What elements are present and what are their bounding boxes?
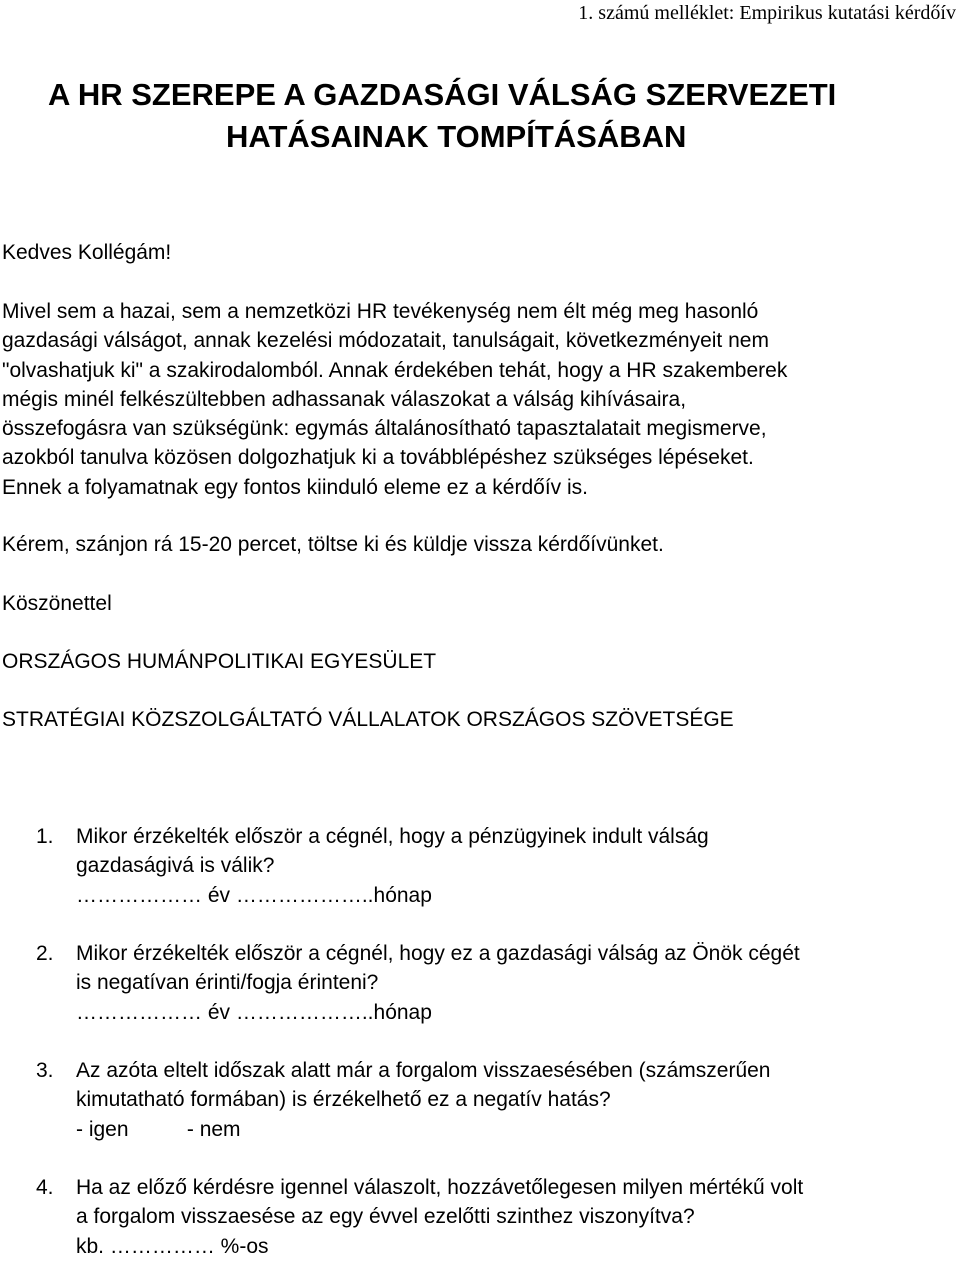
question-text: Mikor érzékelték először a cégnél, hogy a pénzügyinek indult válság (76, 825, 709, 848)
question-number: 4. (36, 1176, 54, 1199)
question-text: Mikor érzékelték először a cégnél, hogy ez a gazdasági válság az Önök cégét (76, 942, 800, 965)
organization-2: STRATÉGIAI KÖZSZOLGÁLTATÓ VÁLLALATOK ORSZÁGOS SZÖVETSÉGE (2, 708, 734, 731)
document-title (48, 74, 928, 158)
intro-line: mégis minél felkészültebben adhassanak válaszokat a válság kihívásaira, (2, 387, 687, 411)
question-4 (36, 1173, 956, 1261)
question-3 (36, 1056, 956, 1144)
greeting: Kedves Kollégám! (2, 241, 172, 264)
question-number: 1. (36, 825, 54, 848)
intro-line: azokból tanulva közösen dolgozhatjuk ki a továbblépéshez szükséges lépéseket. (2, 446, 754, 470)
title-line-1: A HR SZEREPE A GAZDASÁGI VÁLSÁG SZERVEZETI (48, 77, 837, 112)
question-text: kimutatható formában) is érzékelhető ez a negatív hatás? (76, 1088, 611, 1112)
intro-line: gazdasági válságot, annak kezelési módozatait, tanulságait, következményeit nem (2, 329, 769, 353)
question-text: Ha az előző kérdésre igennel válaszolt, hozzávetőlegesen milyen mértékű volt (76, 1176, 804, 1199)
question-number: 2. (36, 942, 54, 965)
question-1 (36, 822, 956, 910)
intro-line: Mivel sem a hazai, sem a nemzetközi HR tevékenység nem élt még meg hasonló (2, 300, 759, 323)
request-text: Kérem, szánjon rá 15-20 percet, töltse ki és küldje vissza kérdőívünket. (2, 533, 664, 556)
question-text: gazdaságivá is válik? (76, 854, 275, 878)
question-text: a forgalom visszaesése az egy évvel ezelőtti szinthez viszonyítva? (76, 1205, 695, 1229)
intro-line: összefogásra van szükségünk: egymás általánosítható tapasztalatait megismerve, (2, 417, 767, 441)
annex-header: 1. számú melléklet: Empirikus kutatási kérdőív (578, 2, 956, 24)
thanks-text: Köszönettel (2, 592, 112, 615)
question-2 (36, 939, 956, 1027)
title-line-2: HATÁSAINAK TOMPÍTÁSÁBAN (226, 119, 687, 154)
question-text: is negatívan érinti/fogja érinteni? (76, 971, 379, 995)
question-text: Az azóta eltelt időszak alatt már a forgalom visszaesésében (számszerűen (76, 1059, 771, 1082)
intro-line: Ennek a folyamatnak egy fontos kiinduló eleme ez a kérdőív is. (2, 475, 588, 499)
answer-options[interactable]: - igen - nem (76, 1117, 241, 1141)
answer-blank[interactable]: ……………… év ………………..hónap (76, 883, 432, 907)
intro-paragraph (2, 297, 958, 502)
answer-blank[interactable]: ……………… év ………………..hónap (76, 1000, 432, 1024)
question-number: 3. (36, 1059, 54, 1082)
organization-1: ORSZÁGOS HUMÁNPOLITIKAI EGYESÜLET (2, 650, 437, 673)
intro-line: "olvashatjuk ki" a szakirodalomból. Annak érdekében tehát, hogy a HR szakemberek (2, 358, 788, 382)
answer-blank[interactable]: kb. …………… %-os (76, 1234, 269, 1258)
